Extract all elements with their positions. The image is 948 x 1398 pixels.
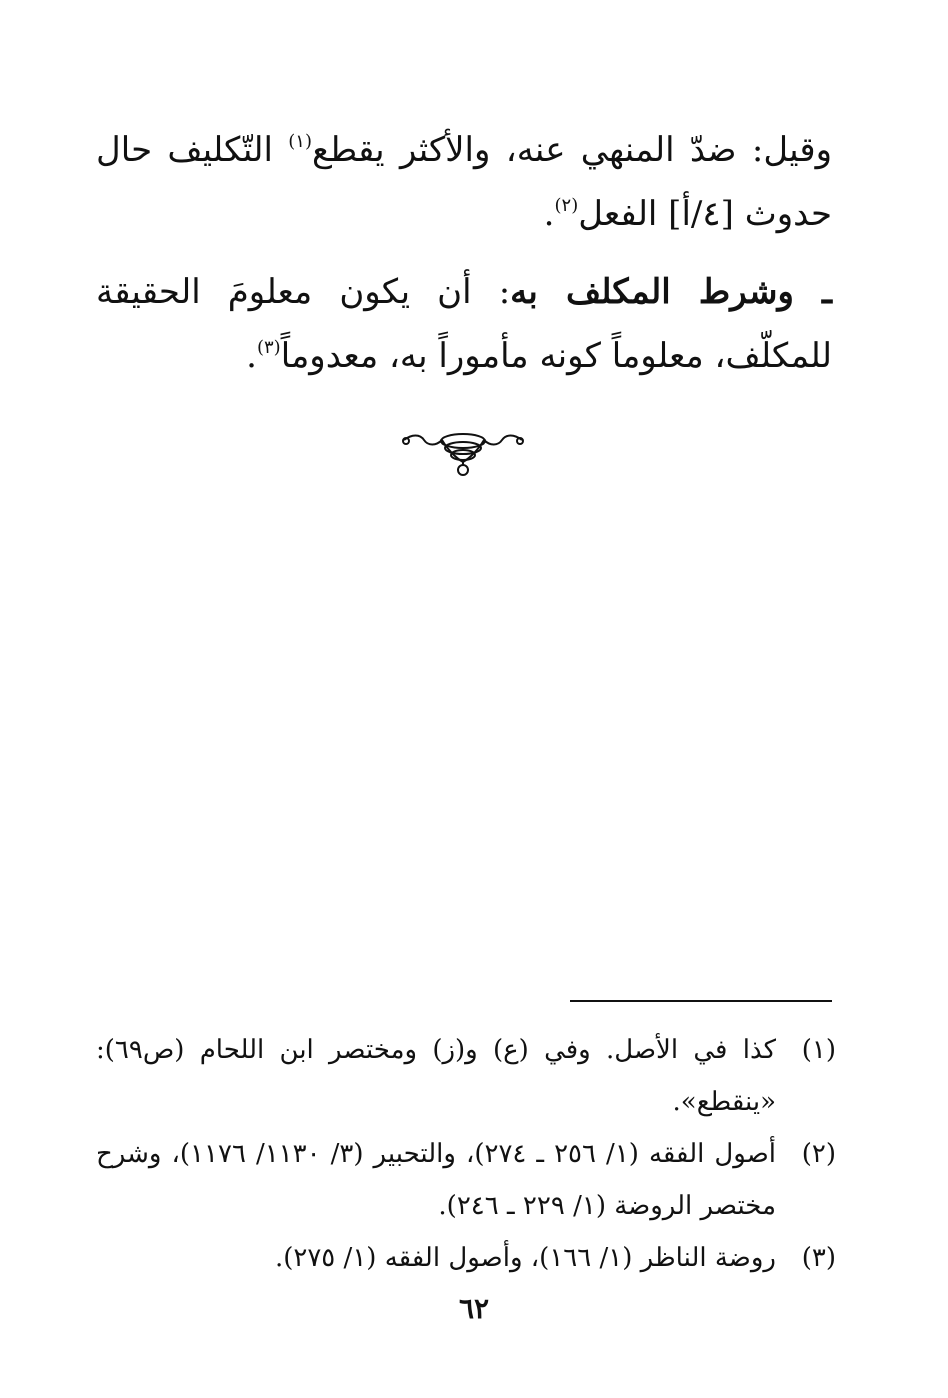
ornament-divider-icon [398,428,528,480]
footnote-separator [570,1000,832,1002]
paragraph-2-end: . [246,336,257,376]
footnote-2-number: (٢) [801,1139,836,1169]
footnote-ref-1: (١) [288,131,312,152]
paragraph-1-text-a: وقيل: ضدّ المنهي عنه، والأكثر يقطع [312,130,833,170]
footnotes [96,1024,836,1284]
paragraph-1-end: . [543,194,555,234]
footnote-3-text: روضة الناظر (١/ ١٦٦)، وأصول الفقه (١/ ٢٧٥). [274,1243,776,1273]
paragraph-1-text-b: التّكليف حال حدوث [٤/أ] الفعل [96,130,832,234]
footnote-2-text: أصول الفقه (١/ ٢٥٦ ـ ٢٧٤)، والتحبير (٣/ ١١٣٠/ ١١٧٦)، وشرح مختصر الروضة (١/ ٢٢٩ ـ ٢٤٦). [96,1139,777,1221]
paragraph-2 [96,260,832,388]
footnote-3 [96,1232,836,1284]
footnote-1-text: كذا في الأصل. وفي (ع) و(ز) ومختصر ابن اللحام (ص٦٩): «ينقطع». [96,1035,776,1117]
footnote-2 [96,1128,836,1232]
paragraph-2-dash: ـ [793,272,832,312]
footnote-1 [96,1024,836,1128]
footnote-1-number: (١) [801,1035,836,1065]
footnote-ref-3: (٣) [256,337,281,358]
footnote-3-number: (٣) [801,1243,836,1273]
page-number: ٦٢ [458,1292,490,1325]
paragraph-2-text: : أن يكون معلومَ الحقيقة للمكلّف، معلوماً كونه مأموراً به، معدوماً [96,272,832,376]
paragraph-2-heading: وشرط المكلف به [510,272,794,312]
footnote-ref-2: (٢) [554,195,579,216]
main-text [96,118,832,402]
paragraph-1 [96,118,832,246]
